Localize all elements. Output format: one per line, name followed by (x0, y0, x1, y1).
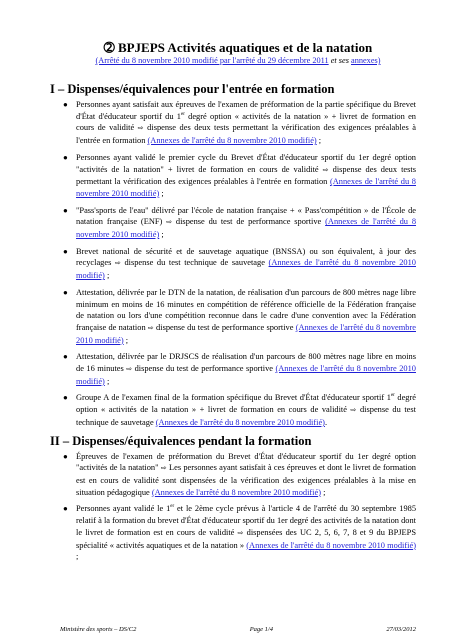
subtitle-connector: et ses (330, 56, 349, 65)
bullet-icon: ● (63, 504, 68, 514)
bullet-icon: ● (63, 287, 68, 297)
section-heading-training: II – Dispenses/équivalences pendant la formation (50, 433, 312, 448)
annexes-link[interactable]: (Annexes de l'arrêté du 8 novembre 2010 modifié) (76, 364, 416, 386)
list-item: ● Attestation, délivrée par le DRJSCS de réalisation d'un parcours de 800 mètres nage libre en moins de 16 minutes ⇨ dispense du test de performance sportive (Annexes de l'arrêté du 8 novembre 2010 modifié) ; (63, 352, 416, 386)
annexes-link[interactable]: (Annexes de l'arrêté du 8 novembre 2010 modifié) (151, 487, 322, 497)
bullet-icon: ● (63, 100, 68, 109)
arrow-right-icon: ⇨ (147, 323, 154, 332)
annexes-link[interactable]: (Annexes de l'arrêté du 8 novembre 2010 modifié) (76, 177, 416, 198)
document-subtitle (60, 55, 416, 66)
list-item: ● Attestation, délivrée par le DTN de la natation, de réalisation d'un parcours de 800 mètres nage libre minimum en moins de 16 minutes en compétition de référence officielle de la Fédération française de natation ou lors d'une compétition reconnue dans le cadre d'une convention avec la Fédération française de natation ⇨ dispense du test de performance sportive (Annexes de l'arrêté du 8 novembre 2010 modifié) ; (63, 287, 416, 345)
page-footer (60, 626, 416, 633)
arrow-right-icon: ⇨ (160, 464, 167, 473)
subtitle-decree-link[interactable]: (Arrêté du 8 novembre 2010 modifié par l'arrêté du 29 décembre 2011 (95, 56, 329, 65)
arrow-right-icon: ⇨ (166, 218, 173, 227)
footer-date: 27/03/2012 (386, 626, 416, 633)
arrow-right-icon: ⇨ (114, 259, 121, 268)
list-item: ● Épreuves de l'examen de préformation du Brevet d'État d'éducateur sportif du 1er degré option "activités de la natation" ⇨ Les personnes ayant satisfait à ces épreuves et dont le livret de formation est en cours de validité sont dispensées de la vérification des exigences préalables à la mise en situation pédagogique (Annexes de l'arrêté du 8 novembre 2010 modifié) ; (63, 451, 416, 497)
list-item: ● Personnes ayant validé le 1er et le 2ème cycle prévus à l'article 4 de l'arrêté du 30 septembre 1985 relatif à la formation du brevet d'État d'éducateur sportif du 1er degré des activités de la natation dont le livret de formation est en cours de validité ⇨ dispensées des UC 2, 5, 6, 7, 8 et 9 du BPJEPS spécialité « activités aquatiques et de la natation » (Annexes de l'arrêté du 8 novembre 2010 modifié) ; (63, 504, 417, 562)
annexes-link[interactable]: (Annexes de l'arrêté du 8 novembre 2010 modifié) (76, 322, 416, 345)
bullet-icon: ● (63, 246, 68, 256)
annexes-link[interactable]: (Annexes de l'arrêté du 8 novembre 2010 modifié) (246, 540, 416, 550)
section-heading-entry: I – Dispenses/équivalences pour l'entrée en formation (50, 82, 335, 96)
arrow-right-icon: ⇨ (126, 365, 133, 374)
subtitle-annexes-link[interactable]: annexes) (351, 56, 381, 65)
section-training-list (60, 451, 416, 563)
bullet-icon: ● (63, 352, 68, 362)
document-title: ➁ BPJEPS Activités aquatiques et de la natation (103, 40, 373, 55)
annexes-link[interactable]: (Annexes de l'arrêté du 8 novembre 2010 modifié) (76, 258, 416, 281)
bullet-icon: ● (63, 393, 68, 403)
bullet-icon: ● (63, 205, 68, 215)
list-item: ● "Pass'sports de l'eau" délivré par l'école de natation française + « Pass'compétition » de l'École de natation française (ENF) ⇨ dispense du test de performance sportive (Annexes de l'arrêté du 8 novembre 2010 modifié) ; (63, 205, 417, 240)
arrow-right-icon: ⇨ (237, 528, 244, 537)
arrow-right-icon: ⇨ (350, 406, 357, 415)
bullet-icon: ● (63, 152, 68, 162)
section-entry-list (60, 99, 416, 429)
footer-ministry: Ministère des sports – DS/C2 (60, 626, 137, 633)
arrow-right-icon: ⇨ (322, 165, 329, 174)
list-item: ● Personnes ayant satisfait aux épreuves de l'examen de préformation de la partie spécifique du Brevet d'État d'éducateur sportif du 1er degré option « activités de la natation » + livret de formation en cours de validité ⇨ dispense des deux tests permettant la vérification des exigences préalables à l'entrée en formation (Annexes de l'arrêté du 8 novembre 2010 modifié) ; (63, 100, 416, 146)
annexes-link[interactable]: (Annexes de l'arrêté du 8 novembre 2010 modifié) (147, 136, 317, 146)
list-item: ● Personnes ayant validé le premier cycle du Brevet d'État d'éducateur sportif du 1er degré option "activités de la natation" + livret de formation en cours de validité ⇨ dispense des deux tests permettant la vérification des exigences préalables à l'entrée en formation (Annexes de l'arrêté du 8 novembre 2010 modifié) ; (63, 152, 416, 198)
arrow-right-icon: ⇨ (137, 124, 144, 133)
list-item: ● Groupe A de l'examen final de la formation spécifique du Brevet d'État d'éducateur sportif 1er degré option « activités de la natation » + livret de formation en cours de validité ⇨ dispense du test technique de sauvetage (Annexes de l'arrêté du 8 novembre 2010 modifié). (63, 393, 416, 427)
annexes-link[interactable]: (Annexes de l'arrêté du 8 novembre 2010 modifié) (155, 417, 325, 427)
list-item: ● Brevet national de sécurité et de sauvetage aquatique (BNSSA) ou son équivalent, à jour des recyclages ⇨ dispense du test technique de sauvetage (Annexes de l'arrêté du 8 novembre 2010 modifié) ; (63, 246, 416, 281)
annexes-link[interactable]: (Annexes de l'arrêté du 8 novembre 2010 modifié) (76, 217, 417, 240)
footer-page-number: Page 1/4 (249, 626, 273, 633)
bullet-icon: ● (63, 451, 68, 461)
